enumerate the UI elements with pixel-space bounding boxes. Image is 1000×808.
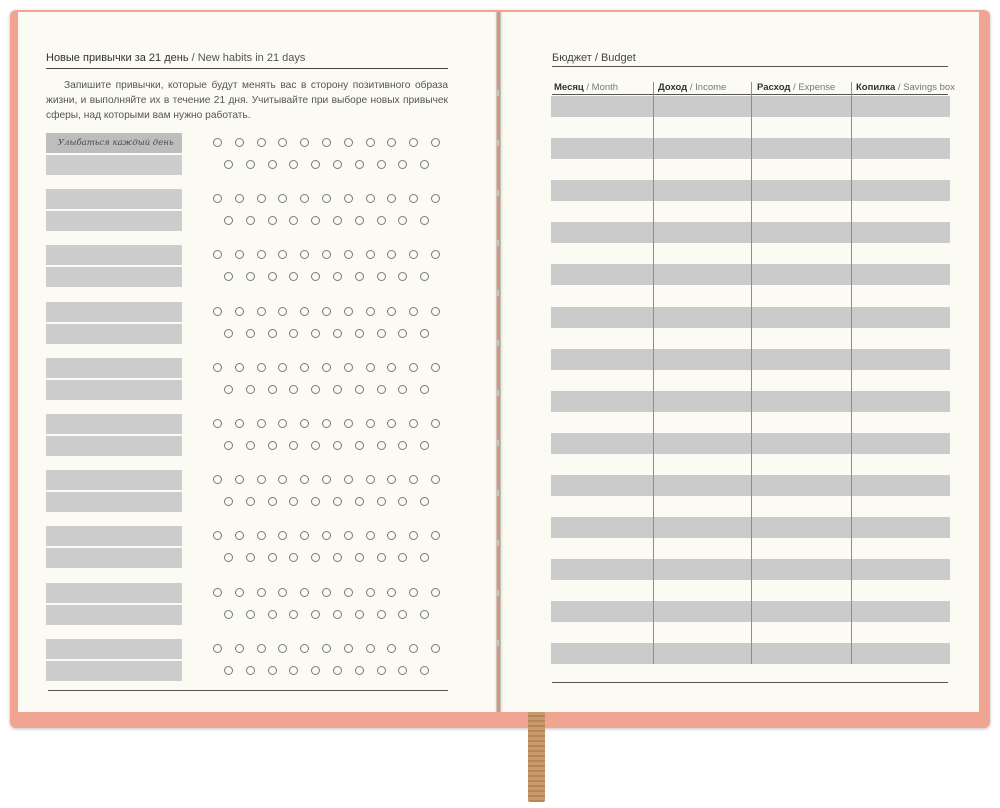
- day-checkbox[interactable]: [246, 441, 255, 450]
- day-checkbox[interactable]: [420, 385, 429, 394]
- day-checkbox[interactable]: [224, 666, 233, 675]
- habit-name-field[interactable]: [46, 583, 182, 603]
- day-checkbox[interactable]: [344, 194, 353, 203]
- day-checkbox[interactable]: [246, 216, 255, 225]
- day-checkbox[interactable]: [322, 588, 331, 597]
- day-checkbox[interactable]: [333, 441, 342, 450]
- habits-intro-text: Запишите привычки, которые будут менять вас в сторону позитивного образа жизни, и выполняйте их в течение 21 дня. Учитывайте при выборе новых привычек сферы, над которыми вам нужно работать.: [46, 80, 448, 121]
- habits-title-en: New habits in 21 days: [197, 52, 306, 64]
- column-header-savings: [856, 82, 955, 93]
- habits-page-title: [46, 52, 448, 64]
- habit-name-field[interactable]: [46, 492, 182, 512]
- habit-name-field[interactable]: [46, 267, 182, 287]
- day-checkbox[interactable]: [311, 385, 320, 394]
- column-header-rule: [552, 94, 948, 95]
- day-checkbox[interactable]: [355, 441, 364, 450]
- title-separator: /: [188, 52, 198, 64]
- day-checkbox[interactable]: [344, 138, 353, 147]
- habit-name-field[interactable]: [46, 526, 182, 546]
- day-checkbox[interactable]: [213, 307, 222, 316]
- spine-stitch: [496, 540, 499, 546]
- day-checkbox[interactable]: [224, 441, 233, 450]
- day-checkbox[interactable]: [246, 666, 255, 675]
- day-checkbox[interactable]: [366, 475, 375, 484]
- day-checkbox[interactable]: [322, 307, 331, 316]
- habit-name-field[interactable]: [46, 436, 182, 456]
- day-checkbox[interactable]: [377, 160, 386, 169]
- budget-title-ru: Бюджет: [552, 52, 592, 64]
- day-checkbox[interactable]: [398, 610, 407, 619]
- spine-stitch: [496, 390, 499, 396]
- day-checkbox[interactable]: [268, 610, 277, 619]
- day-checkbox[interactable]: [257, 588, 266, 597]
- day-checkbox[interactable]: [355, 216, 364, 225]
- day-checkbox[interactable]: [344, 475, 353, 484]
- column-header-month: [554, 82, 618, 93]
- day-checkbox[interactable]: [268, 553, 277, 562]
- day-checkbox[interactable]: [235, 644, 244, 653]
- column-separator: /: [687, 82, 696, 93]
- day-checkbox[interactable]: [300, 307, 309, 316]
- habit-name-field[interactable]: [46, 302, 182, 322]
- day-checkbox[interactable]: [377, 329, 386, 338]
- day-checkbox[interactable]: [257, 307, 266, 316]
- day-checkbox[interactable]: [300, 588, 309, 597]
- day-checkbox[interactable]: [289, 329, 298, 338]
- spine-stitch: [496, 440, 499, 446]
- day-checkbox[interactable]: [268, 666, 277, 675]
- spine-stitch: [496, 490, 499, 496]
- day-checkbox[interactable]: [322, 138, 331, 147]
- day-checkbox[interactable]: [278, 307, 287, 316]
- habit-name-field[interactable]: [46, 155, 182, 175]
- column-separator: /: [895, 82, 904, 93]
- column-en: Income: [695, 82, 727, 93]
- spine-stitch: [496, 240, 499, 246]
- day-checkbox[interactable]: [224, 160, 233, 169]
- day-checkbox[interactable]: [268, 216, 277, 225]
- day-checkbox[interactable]: [344, 363, 353, 372]
- day-checkbox[interactable]: [344, 307, 353, 316]
- habit-name-field[interactable]: [46, 548, 182, 568]
- day-checkbox[interactable]: [366, 138, 375, 147]
- day-checkbox[interactable]: [355, 610, 364, 619]
- day-checkbox[interactable]: [366, 644, 375, 653]
- day-checkbox[interactable]: [268, 385, 277, 394]
- day-checkbox[interactable]: [366, 363, 375, 372]
- day-checkbox[interactable]: [420, 329, 429, 338]
- day-checkbox[interactable]: [322, 644, 331, 653]
- day-checkbox[interactable]: [377, 441, 386, 450]
- habit-name-field[interactable]: [46, 605, 182, 625]
- spine-stitch: [496, 340, 499, 346]
- spine-stitch: [496, 140, 499, 146]
- day-checkbox[interactable]: [344, 644, 353, 653]
- day-checkbox[interactable]: [344, 419, 353, 428]
- day-checkbox[interactable]: [268, 272, 277, 281]
- day-checkbox[interactable]: [333, 610, 342, 619]
- day-checkbox[interactable]: [311, 610, 320, 619]
- day-checkbox[interactable]: [431, 307, 440, 316]
- day-checkbox[interactable]: [366, 588, 375, 597]
- column-header-income: [658, 82, 726, 93]
- day-checkbox[interactable]: [213, 419, 222, 428]
- day-checkbox[interactable]: [355, 666, 364, 675]
- habits-title-ru: Новые привычки за 21 день: [46, 52, 189, 64]
- day-checkbox[interactable]: [213, 363, 222, 372]
- day-checkbox[interactable]: [300, 363, 309, 372]
- day-checkbox[interactable]: [246, 385, 255, 394]
- day-checkbox[interactable]: [366, 194, 375, 203]
- day-checkbox[interactable]: [377, 272, 386, 281]
- spine-stitch: [496, 290, 499, 296]
- column-ru: Расход: [757, 82, 791, 93]
- day-checkbox[interactable]: [398, 329, 407, 338]
- habit-name-field[interactable]: [46, 358, 182, 378]
- day-checkbox[interactable]: [257, 250, 266, 259]
- habit-name-field[interactable]: [46, 211, 182, 231]
- day-checkbox[interactable]: [268, 329, 277, 338]
- day-checkbox[interactable]: [268, 497, 277, 506]
- day-checkbox[interactable]: [420, 610, 429, 619]
- day-checkbox[interactable]: [409, 307, 418, 316]
- day-checkbox[interactable]: [420, 666, 429, 675]
- spine-stitch: [496, 640, 499, 646]
- day-checkbox[interactable]: [431, 138, 440, 147]
- day-checkbox[interactable]: [377, 610, 386, 619]
- habit-name-field[interactable]: [46, 324, 182, 344]
- day-checkbox[interactable]: [377, 553, 386, 562]
- budget-title-en: Budget: [600, 52, 636, 64]
- day-checkbox[interactable]: [235, 307, 244, 316]
- habit-name-field[interactable]: [46, 639, 182, 659]
- day-checkbox[interactable]: [431, 363, 440, 372]
- day-checkbox[interactable]: [235, 588, 244, 597]
- day-checkbox[interactable]: [355, 160, 364, 169]
- day-checkbox[interactable]: [257, 138, 266, 147]
- column-divider: [751, 82, 752, 664]
- day-checkbox[interactable]: [235, 419, 244, 428]
- habit-name-field[interactable]: [46, 189, 182, 209]
- habit-name-field[interactable]: [46, 414, 182, 434]
- day-checkbox[interactable]: [268, 160, 277, 169]
- day-checkbox[interactable]: [366, 307, 375, 316]
- column-en: Savings box: [903, 82, 955, 93]
- day-checkbox[interactable]: [224, 329, 233, 338]
- column-ru: Копилка: [856, 82, 896, 93]
- day-checkbox[interactable]: [333, 160, 342, 169]
- day-checkbox[interactable]: [246, 160, 255, 169]
- column-divider: [653, 82, 654, 664]
- day-checkbox[interactable]: [366, 419, 375, 428]
- day-checkbox[interactable]: [409, 363, 418, 372]
- column-separator: /: [583, 82, 592, 93]
- spine-stitch: [496, 190, 499, 196]
- day-checkbox[interactable]: [257, 194, 266, 203]
- day-checkbox[interactable]: [246, 497, 255, 506]
- day-checkbox[interactable]: [431, 588, 440, 597]
- day-checkbox[interactable]: [246, 329, 255, 338]
- footer-rule: [48, 690, 448, 691]
- day-checkbox[interactable]: [344, 588, 353, 597]
- day-checkbox[interactable]: [213, 644, 222, 653]
- column-header-expense: [757, 82, 835, 93]
- day-checkbox[interactable]: [377, 216, 386, 225]
- day-checkbox[interactable]: [257, 531, 266, 540]
- day-checkbox[interactable]: [322, 363, 331, 372]
- day-checkbox[interactable]: [257, 475, 266, 484]
- title-separator: /: [591, 52, 601, 64]
- day-checkbox[interactable]: [235, 475, 244, 484]
- day-checkbox[interactable]: [387, 307, 396, 316]
- column-ru: Месяц: [554, 82, 584, 93]
- day-checkbox[interactable]: [409, 644, 418, 653]
- day-checkbox[interactable]: [431, 419, 440, 428]
- column-en: Month: [591, 82, 619, 93]
- day-checkbox[interactable]: [333, 385, 342, 394]
- day-checkbox[interactable]: [235, 194, 244, 203]
- day-checkbox[interactable]: [224, 385, 233, 394]
- habit-name-field[interactable]: Улыбаться каждый день: [46, 133, 182, 153]
- column-separator: /: [790, 82, 799, 93]
- day-checkbox[interactable]: [213, 138, 222, 147]
- day-checkbox[interactable]: [224, 610, 233, 619]
- day-checkbox[interactable]: [409, 588, 418, 597]
- day-checkbox[interactable]: [311, 329, 320, 338]
- header-rule: [46, 68, 448, 69]
- day-checkbox[interactable]: [431, 644, 440, 653]
- day-checkbox[interactable]: [355, 385, 364, 394]
- day-checkbox[interactable]: [246, 610, 255, 619]
- day-checkbox[interactable]: [377, 385, 386, 394]
- habit-name-field[interactable]: [46, 661, 182, 681]
- day-checkbox[interactable]: [377, 666, 386, 675]
- day-checkbox[interactable]: [377, 497, 386, 506]
- day-checkbox[interactable]: [257, 644, 266, 653]
- day-checkbox[interactable]: [289, 610, 298, 619]
- habit-name-field[interactable]: [46, 380, 182, 400]
- day-checkbox[interactable]: [311, 666, 320, 675]
- habit-name-field[interactable]: [46, 245, 182, 265]
- day-checkbox[interactable]: [355, 329, 364, 338]
- day-checkbox[interactable]: [257, 419, 266, 428]
- day-checkbox[interactable]: [235, 363, 244, 372]
- habit-name-field[interactable]: [46, 470, 182, 490]
- header-rule: [552, 66, 948, 67]
- column-ru: Доход: [658, 82, 688, 93]
- spine-stitch: [496, 590, 499, 596]
- day-checkbox[interactable]: [355, 497, 364, 506]
- day-checkbox[interactable]: [333, 329, 342, 338]
- day-checkbox[interactable]: [235, 138, 244, 147]
- column-divider: [851, 82, 852, 664]
- day-checkbox[interactable]: [268, 441, 277, 450]
- column-en: Expense: [798, 82, 836, 93]
- bookmark-ribbon[interactable]: [528, 712, 545, 802]
- footer-rule: [552, 682, 948, 683]
- day-checkbox[interactable]: [333, 666, 342, 675]
- day-checkbox[interactable]: [257, 363, 266, 372]
- day-checkbox[interactable]: [387, 588, 396, 597]
- day-checkbox[interactable]: [366, 531, 375, 540]
- day-checkbox[interactable]: [213, 588, 222, 597]
- day-checkbox[interactable]: [366, 250, 375, 259]
- day-checkbox[interactable]: [322, 419, 331, 428]
- spine-stitch: [496, 90, 499, 96]
- day-checkbox[interactable]: [278, 588, 287, 597]
- budget-page-title: [552, 52, 948, 64]
- day-checkbox[interactable]: [300, 644, 309, 653]
